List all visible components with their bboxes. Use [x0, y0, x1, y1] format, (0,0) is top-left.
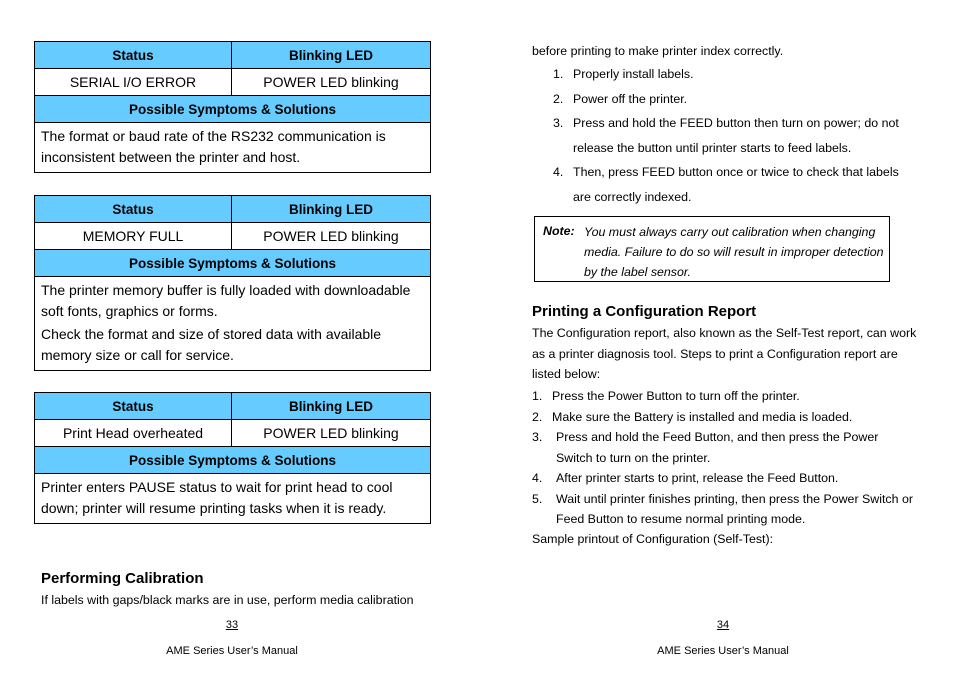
- status-table-serial-io: [34, 41, 431, 173]
- list-item: 3. Press and hold the FEED button then turn on power; do not release the button until printer starts to feed labels.: [553, 116, 899, 155]
- status-value: Print Head overheated: [35, 420, 232, 447]
- status-table-memory-full: [34, 195, 431, 371]
- solution-text: Printer enters PAUSE status to wait for print head to cool down; printer will resume printing tasks when it is ready.: [41, 479, 393, 516]
- status-header: Status: [35, 42, 232, 69]
- solutions-cell: [35, 277, 431, 371]
- calibration-continuation: before printing to make printer index correctly.: [532, 44, 784, 58]
- status-header: Status: [35, 393, 232, 420]
- solutions-header: Possible Symptoms & Solutions: [35, 447, 431, 474]
- calibration-intro: If labels with gaps/black marks are in use, perform media calibration: [41, 593, 414, 607]
- footer-left: AME Series User’s Manual: [166, 645, 298, 657]
- solutions-header: Possible Symptoms & Solutions: [35, 250, 431, 277]
- led-value: POWER LED blinking: [232, 69, 431, 96]
- led-value: POWER LED blinking: [232, 420, 431, 447]
- list-item: 4. After printer starts to print, release the Feed Button.: [532, 471, 839, 485]
- sample-printout-text: Sample printout of Configuration (Self-Test):: [532, 532, 774, 546]
- solutions-header: Possible Symptoms & Solutions: [35, 96, 431, 123]
- list-item: 3. Press and hold the Feed Button, and then press the Power Switch to turn on the printer.: [532, 430, 879, 465]
- page-number-left: 33: [225, 619, 239, 631]
- list-item: 2. Power off the printer.: [553, 91, 688, 106]
- status-value: MEMORY FULL: [35, 223, 232, 250]
- solutions-cell: [35, 474, 431, 524]
- list-item: 5. Wait until printer finishes printing, then press the Power Switch or Feed Button to resume normal printing mode.: [532, 491, 913, 526]
- page-number-right: 34: [716, 619, 730, 631]
- solutions-cell: [35, 123, 431, 173]
- note-label: Note:: [543, 224, 575, 238]
- config-steps: [532, 386, 917, 530]
- led-header: Blinking LED: [232, 42, 431, 69]
- led-header: Blinking LED: [232, 196, 431, 223]
- list-item: 1. Properly install labels.: [553, 67, 694, 81]
- status-value: SERIAL I/O ERROR: [35, 69, 232, 96]
- note-text: You must always carry out calibration when changing media. Failure to do so will result in improper detection by the label sensor.: [584, 225, 884, 279]
- status-table-head-overheated: [34, 392, 431, 524]
- calibration-heading: Performing Calibration: [41, 570, 204, 587]
- list-item: 1. Press the Power Button to turn off the printer.: [532, 389, 800, 403]
- led-header: Blinking LED: [232, 393, 431, 420]
- solution-text: The format or baud rate of the RS232 communication is inconsistent between the printer and host.: [41, 128, 386, 165]
- solution-text: Check the format and size of stored data with available memory size or call for service.: [41, 326, 382, 363]
- config-heading: Printing a Configuration Report: [532, 303, 757, 320]
- note-box: [534, 216, 890, 282]
- config-intro: The Configuration report, also known as the Self-Test report, can work as a printer diagnosis tool. Steps to print a Configuration report are listed below:: [532, 326, 917, 381]
- status-header: Status: [35, 196, 232, 223]
- list-item: 2. Make sure the Battery is installed and media is loaded.: [532, 409, 853, 424]
- led-value: POWER LED blinking: [232, 223, 431, 250]
- footer-right: AME Series User’s Manual: [657, 645, 789, 657]
- calibration-steps: [553, 62, 913, 209]
- solution-text: The printer memory buffer is fully loaded with downloadable soft fonts, graphics or forms.: [41, 282, 411, 319]
- list-item: 4. Then, press FEED button once or twice to check that labels are correctly indexed.: [553, 165, 899, 204]
